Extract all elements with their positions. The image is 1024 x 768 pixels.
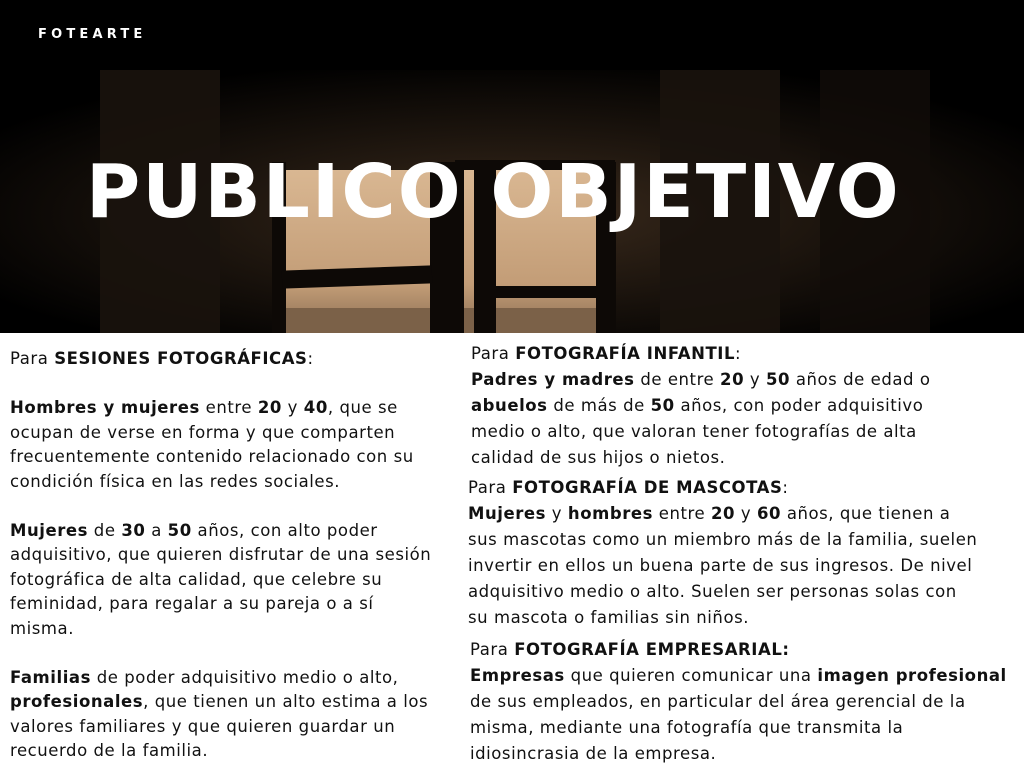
text-line [468,605,977,631]
text-run: entre [199,398,258,417]
bold-text-run: FOTOGRAFÍA INFANTIL [515,344,736,363]
text-line [10,690,431,715]
text-run: y [546,504,568,523]
text-line [468,527,977,553]
text-run: que quieren comunicar una [564,666,818,685]
bold-text-run: 60 [756,504,782,523]
text-run: Para [470,640,515,659]
text-run: fotográfica de alta calidad, que celebre su [10,569,383,589]
bold-text-run: Familias [10,667,91,687]
text-line [10,396,431,421]
text-line [471,419,931,445]
bold-text-run: imagen profesional [817,666,1007,685]
bold-text-run: hombres [567,504,654,523]
text-run: y [281,398,304,417]
paragraph-gap [10,641,431,666]
text-run: su mascota o familias sin niños. [468,608,750,627]
text-run: invertir en ellos un buena parte de sus ingresos. De nivel [468,556,973,575]
bold-text-run: Mujeres [10,520,89,540]
sesiones-fotograficas-section [10,347,431,764]
text-line [10,617,431,642]
text-line [470,663,1007,689]
text-run: medio o alto, que valoran tener fotografías de alta [471,422,917,441]
brand-logo-text: FOTEARTE [38,27,147,42]
fotografia-mascotas-section [468,475,977,631]
text-line [470,715,1007,741]
text-run: adquisitivo medio o alto. Suelen ser personas solas con [468,582,957,601]
bold-text-run: Empresas [470,666,565,685]
text-line [10,347,431,372]
text-run: frecuentemente contenido relacionado con su [10,447,414,466]
text-line [10,592,431,617]
bold-text-run: Mujeres [468,504,547,523]
fotografia-infantil-section [471,341,931,471]
text-run: de más de [547,396,651,415]
page-title: PUBLICO OBJETIVO [86,149,901,235]
text-line [471,445,931,471]
text-run: entre [653,504,712,523]
text-run: Para [10,349,55,368]
text-run: recuerdo de la familia. [10,741,209,760]
text-run: de entre [634,370,721,389]
bold-text-run: 50 [167,520,192,540]
text-run: y [735,504,757,523]
text-line [468,501,977,527]
bold-text-run: 30 [121,520,146,540]
text-line [10,519,431,544]
text-run: , que tienen un alto estima a los [143,692,429,711]
bold-text-run: abuelos [471,396,548,415]
bold-text-run: FOTOGRAFÍA DE MASCOTAS [512,478,783,497]
hero-banner [0,0,1024,333]
paragraph-gap [10,372,431,397]
text-line [468,579,977,605]
text-run: años, que tienen a [781,504,951,523]
text-run: años, con poder adquisitivo [674,396,924,415]
text-line [471,367,931,393]
text-run: y [744,370,767,389]
text-run: años, con alto poder [191,520,378,540]
text-run: , que se [327,398,398,417]
text-line [468,475,977,501]
bold-text-run: 20 [257,398,282,417]
bold-text-run: 50 [766,370,791,389]
text-run: calidad de sus hijos o nietos. [471,448,726,467]
text-line [10,543,431,568]
text-run: sus mascotas como un miembro más de la familia, suelen [468,530,978,549]
text-line [10,568,431,593]
text-line [471,393,931,419]
bold-text-run: Hombres y mujeres [10,398,200,417]
bold-text-run: 20 [711,504,736,523]
text-run: años de edad o [790,370,931,389]
bold-text-run: 20 [720,370,745,389]
text-line [470,637,1007,663]
text-run: : [782,478,789,497]
text-run: de [88,520,122,540]
text-line [10,470,431,495]
bold-text-run: Padres y madres [471,370,635,389]
text-line [471,341,931,367]
fotografia-empresarial-section [470,637,1007,767]
text-line [10,739,431,764]
text-run: feminidad, para regalar a su pareja o a sí [10,594,374,613]
text-line [470,689,1007,715]
bold-text-run: 40 [303,398,328,417]
text-run: Para [471,344,516,363]
text-line [10,445,431,470]
text-run: : [307,349,314,368]
paragraph-gap [10,494,431,519]
text-run: condición física en las redes sociales. [10,471,341,491]
text-run: misma, mediante una fotografía que transmita la [470,718,904,737]
text-line [10,421,431,446]
text-run: Para [468,478,513,497]
text-line [10,715,431,740]
text-run: adquisitivo, que quieren disfrutar de una sesión [10,545,432,564]
bold-text-run: FOTOGRAFÍA EMPRESARIAL: [514,640,790,659]
text-line [10,666,431,691]
text-line [470,741,1007,767]
text-run: a [145,520,168,540]
text-line [468,553,977,579]
text-run: ocupan de verse en forma y que comparten [10,422,396,442]
text-run: idiosincrasia de la empresa. [470,744,717,763]
text-run: de sus empleados, en particular del área gerencial de la [470,692,966,711]
bold-text-run: profesionales [10,692,144,711]
text-run: : [735,344,742,363]
bold-text-run: SESIONES FOTOGRÁFICAS [54,349,308,368]
text-run: misma. [10,618,74,638]
bold-text-run: 50 [650,396,675,415]
text-run: de poder adquisitivo medio o alto, [90,667,399,687]
text-run: valores familiares y que quieren guardar un [10,716,396,736]
